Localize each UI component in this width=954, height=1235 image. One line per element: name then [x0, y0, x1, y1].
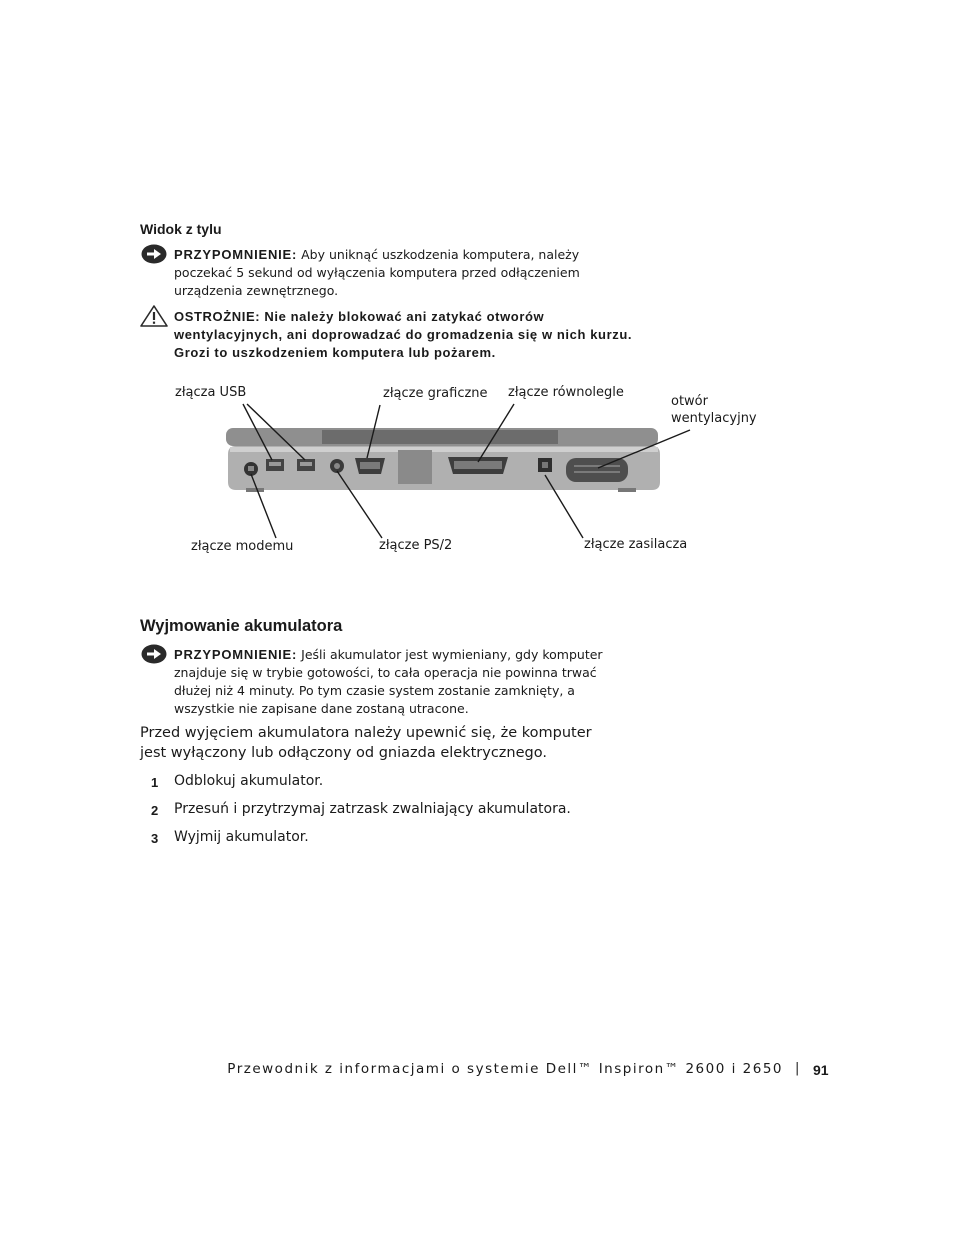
step-2-text: Przesuń i przytrzymaj zatrzask zwalniający akumulatora. — [174, 801, 571, 817]
callout-video: złącze graficzne — [383, 386, 488, 401]
callout-modem: złącze modemu — [191, 539, 294, 554]
step-3-text: Wyjmij akumulator. — [174, 829, 309, 845]
callout-vent-line2: wentylacyjny — [671, 411, 757, 426]
notice-text: Jeśli akumulator jest wymieniany, gdy komputer znajduje się w trybie gotowości, to cała operacja nie powinna trwać dłużej niż 4 minuty. Po tym czasie system zostanie zamknięty, a wszystkie nie zapisane dane zostaną utracone. — [174, 647, 603, 716]
footer-title: Przewodnik z informacjami o systemie Dell™ Inspiron™ 2600 i 2650 — [227, 1061, 783, 1077]
page-number: 91 — [813, 1062, 829, 1078]
notice-label: PRZYPOMNIENIE: — [174, 247, 298, 262]
notice-text: Aby uniknąć uszkodzenia komputera, należy poczekać 5 sekund od wyłączenia komputera przed odłączeniem urządzenia zewnętrznego. — [174, 247, 580, 298]
callout-parallel: złącze równolegle — [508, 385, 624, 400]
footer-separator: | — [795, 1061, 800, 1076]
step-number: 3 — [151, 831, 159, 846]
step-1 — [151, 774, 158, 792]
notice-battery — [174, 646, 634, 718]
caution-text: Nie należy blokować ani zatykać otworów wentylacyjnych, ani doprowadzać do gromadzenia się w nich kurzu. Grozi to uszkodzeniem komputera lub pożarem. — [174, 309, 633, 360]
callout-usb: złącza USB — [175, 385, 247, 400]
step-1-text: Odblokuj akumulator. — [174, 773, 324, 789]
step-number: 1 — [151, 775, 159, 790]
callout-ps2: złącze PS/2 — [379, 538, 453, 553]
notice-label: PRZYPOMNIENIE: — [174, 647, 298, 662]
step-2 — [151, 802, 158, 820]
caution-label: OSTROŻNIE: — [174, 309, 261, 324]
callout-vent-line1: otwór — [671, 394, 708, 409]
step-3 — [151, 830, 158, 848]
notice-arrow-icon — [141, 644, 167, 664]
section-heading-battery: Wyjmowanie akumulatora — [140, 617, 343, 635]
callout-power: złącze zasilacza — [584, 537, 688, 552]
step-number: 2 — [151, 803, 159, 818]
battery-intro-paragraph: Przed wyjęciem akumulatora należy upewnić się, że komputer jest wyłączony lub odłączony od gniazda elektrycznego. — [140, 725, 592, 761]
section-heading-rear-view: Widok z tylu — [140, 221, 222, 237]
